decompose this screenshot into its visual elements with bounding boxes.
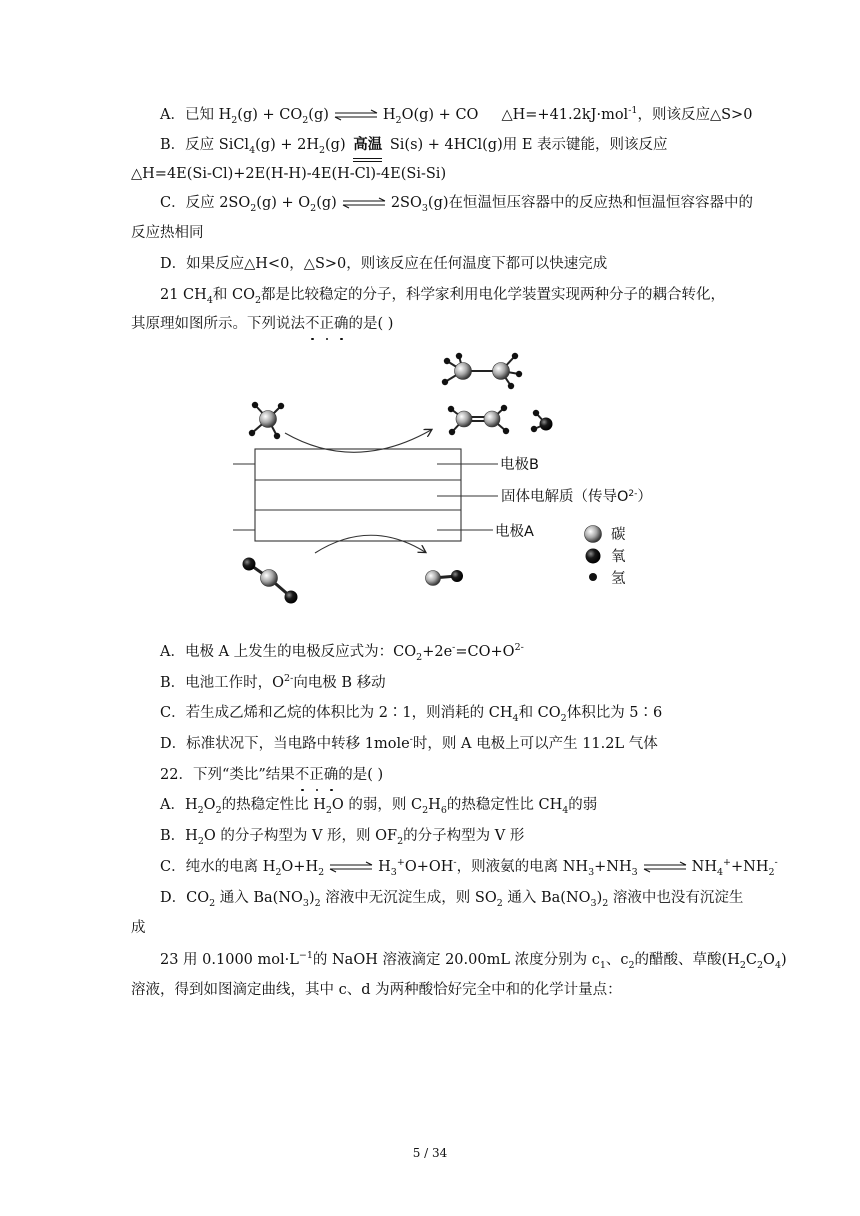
ethane-molecule [442,353,522,389]
q21-option-a: A．电极 A 上发生的电极反应式为：$CO_2+2e^-=CO+O^{2-}$ [160,642,524,663]
q22-option-b: B．$H_2O$ 的分子构型为 V 形，则 $OF_2$的分子构型为 V 形 [160,828,525,847]
q23-stem-line2: 溶液，得到如图滴定曲线，其中 c、d 为两种酸恰好完全中和的化学计量点： [131,982,622,998]
q21-option-d: D．标准状况下，当电路中转移 1mole-时，则 A 电极上可以产生 11.2L 气体 [160,734,658,752]
q20-option-b-line2: △H=4E(Si-Cl)+2E(H-H)-4E(H-Cl)-4E(Si-Si) [131,166,447,182]
legend-hydrogen-label: 氢 [611,571,626,587]
q23-stem: 23 用 0.1000 $mol\cdot L^{-1}$的 NaOH 溶液滴定 20.00mL 浓度分别为 $c_1$、$c_2$的醋酸、草酸$(H_2C_2O_4)$ [160,950,787,971]
hydrogen-atom-icon [589,573,597,581]
q22-option-d: D．$CO_2$ 通入 $Ba(NO_3)_2$ 溶液中无沉淀生成，则 $SO_2$ 通入 $Ba(NO_3)_2$ 溶液中也没有沉淀生 [160,890,744,909]
q22-option-a: A．$H_2O_2$的热稳定性比 $H_2O$ 的弱，则 $C_2H_6$的热稳定性比 $CH_4$的弱 [160,797,598,816]
q21-stem: 21 $CH_4$和 $CO_2$都是比较稳定的分子，科学家利用电化学装置实现两种分子的耦合转化， [160,287,725,306]
device-layers [233,449,461,541]
q20-option-d: D．如果反应△H<0，△S>0，则该反应在任何温度下都可以快速完成 [160,256,608,272]
ethylene-molecule [448,405,509,435]
legend-carbon-label: 碳 [611,527,626,543]
legend-oxygen-label: 氧 [611,549,626,565]
q20-option-a: A．已知 $H_2(g) + CO_2(g) H_2O(g)$ + CO △H=+41.2kJ·mol$^{-1}$，则该反应△S>0 [160,105,753,126]
high-temperature-condition: 高温 [353,134,382,159]
equilibrium-arrow-icon [328,861,374,873]
page-number: 5 / 34 [412,1146,448,1160]
q22-option-c: C．纯水的电离 $H_2O+H_2$ $H_3^+O+OH^-$，则液氨的电离 $NH_3+NH_3$ $NH_4^++NH_2^-$ [160,857,778,878]
q22-stem: 22．下列“类比”结果不正确的是( ) [160,764,770,786]
q20-option-c-line2: 反应热相同 [131,225,204,241]
q22-option-d-line2: 成 [131,920,146,936]
q21-stem-line2: 其原理如图所示。下列说法不正确的是( ) [131,313,741,335]
carbon-atom-icon [585,526,602,543]
electrolyte-label: 固体电解质（传导$O^{2-}$） [501,489,652,505]
oxygen-atom-icon [586,549,601,564]
q20-option-b: B．反应 SiCl$_4$(g) + $2H_2(g)$ 高温 Si(s) + 4HCl(g)用 E 表示键能，则该反应 [160,134,770,159]
q20-option-c: C．反应 $2SO_2(g) + O_2(g)$ $2SO_3(g)$在恒温恒压容器中的反应热和恒温恒容容器中的 [160,195,754,214]
electrolysis-device-diagram [225,338,652,600]
atom-legend [585,526,627,588]
equilibrium-arrow-icon [642,861,688,873]
bottom-reaction-arrow-icon [315,535,425,553]
q21-option-b: B．电池工作时，$O^{2-}$向电极 B 移动 [160,673,386,691]
methane-molecule [249,402,284,439]
equilibrium-arrow-icon [341,197,387,209]
equilibrium-arrow-icon [333,109,379,121]
carbon-monoxide-molecule [426,570,464,586]
q21-option-c: C．若生成乙烯和乙烷的体积比为 2∶1，则消耗的 $CH_4$和 $CO_2$体积比为 5∶6 [160,705,663,724]
electrode-a-label: 电极A [495,524,534,540]
device-body [255,449,461,541]
water-molecule [531,410,553,432]
electrode-b-label: 电极B [500,457,539,473]
carbon-dioxide-molecule [243,558,298,604]
